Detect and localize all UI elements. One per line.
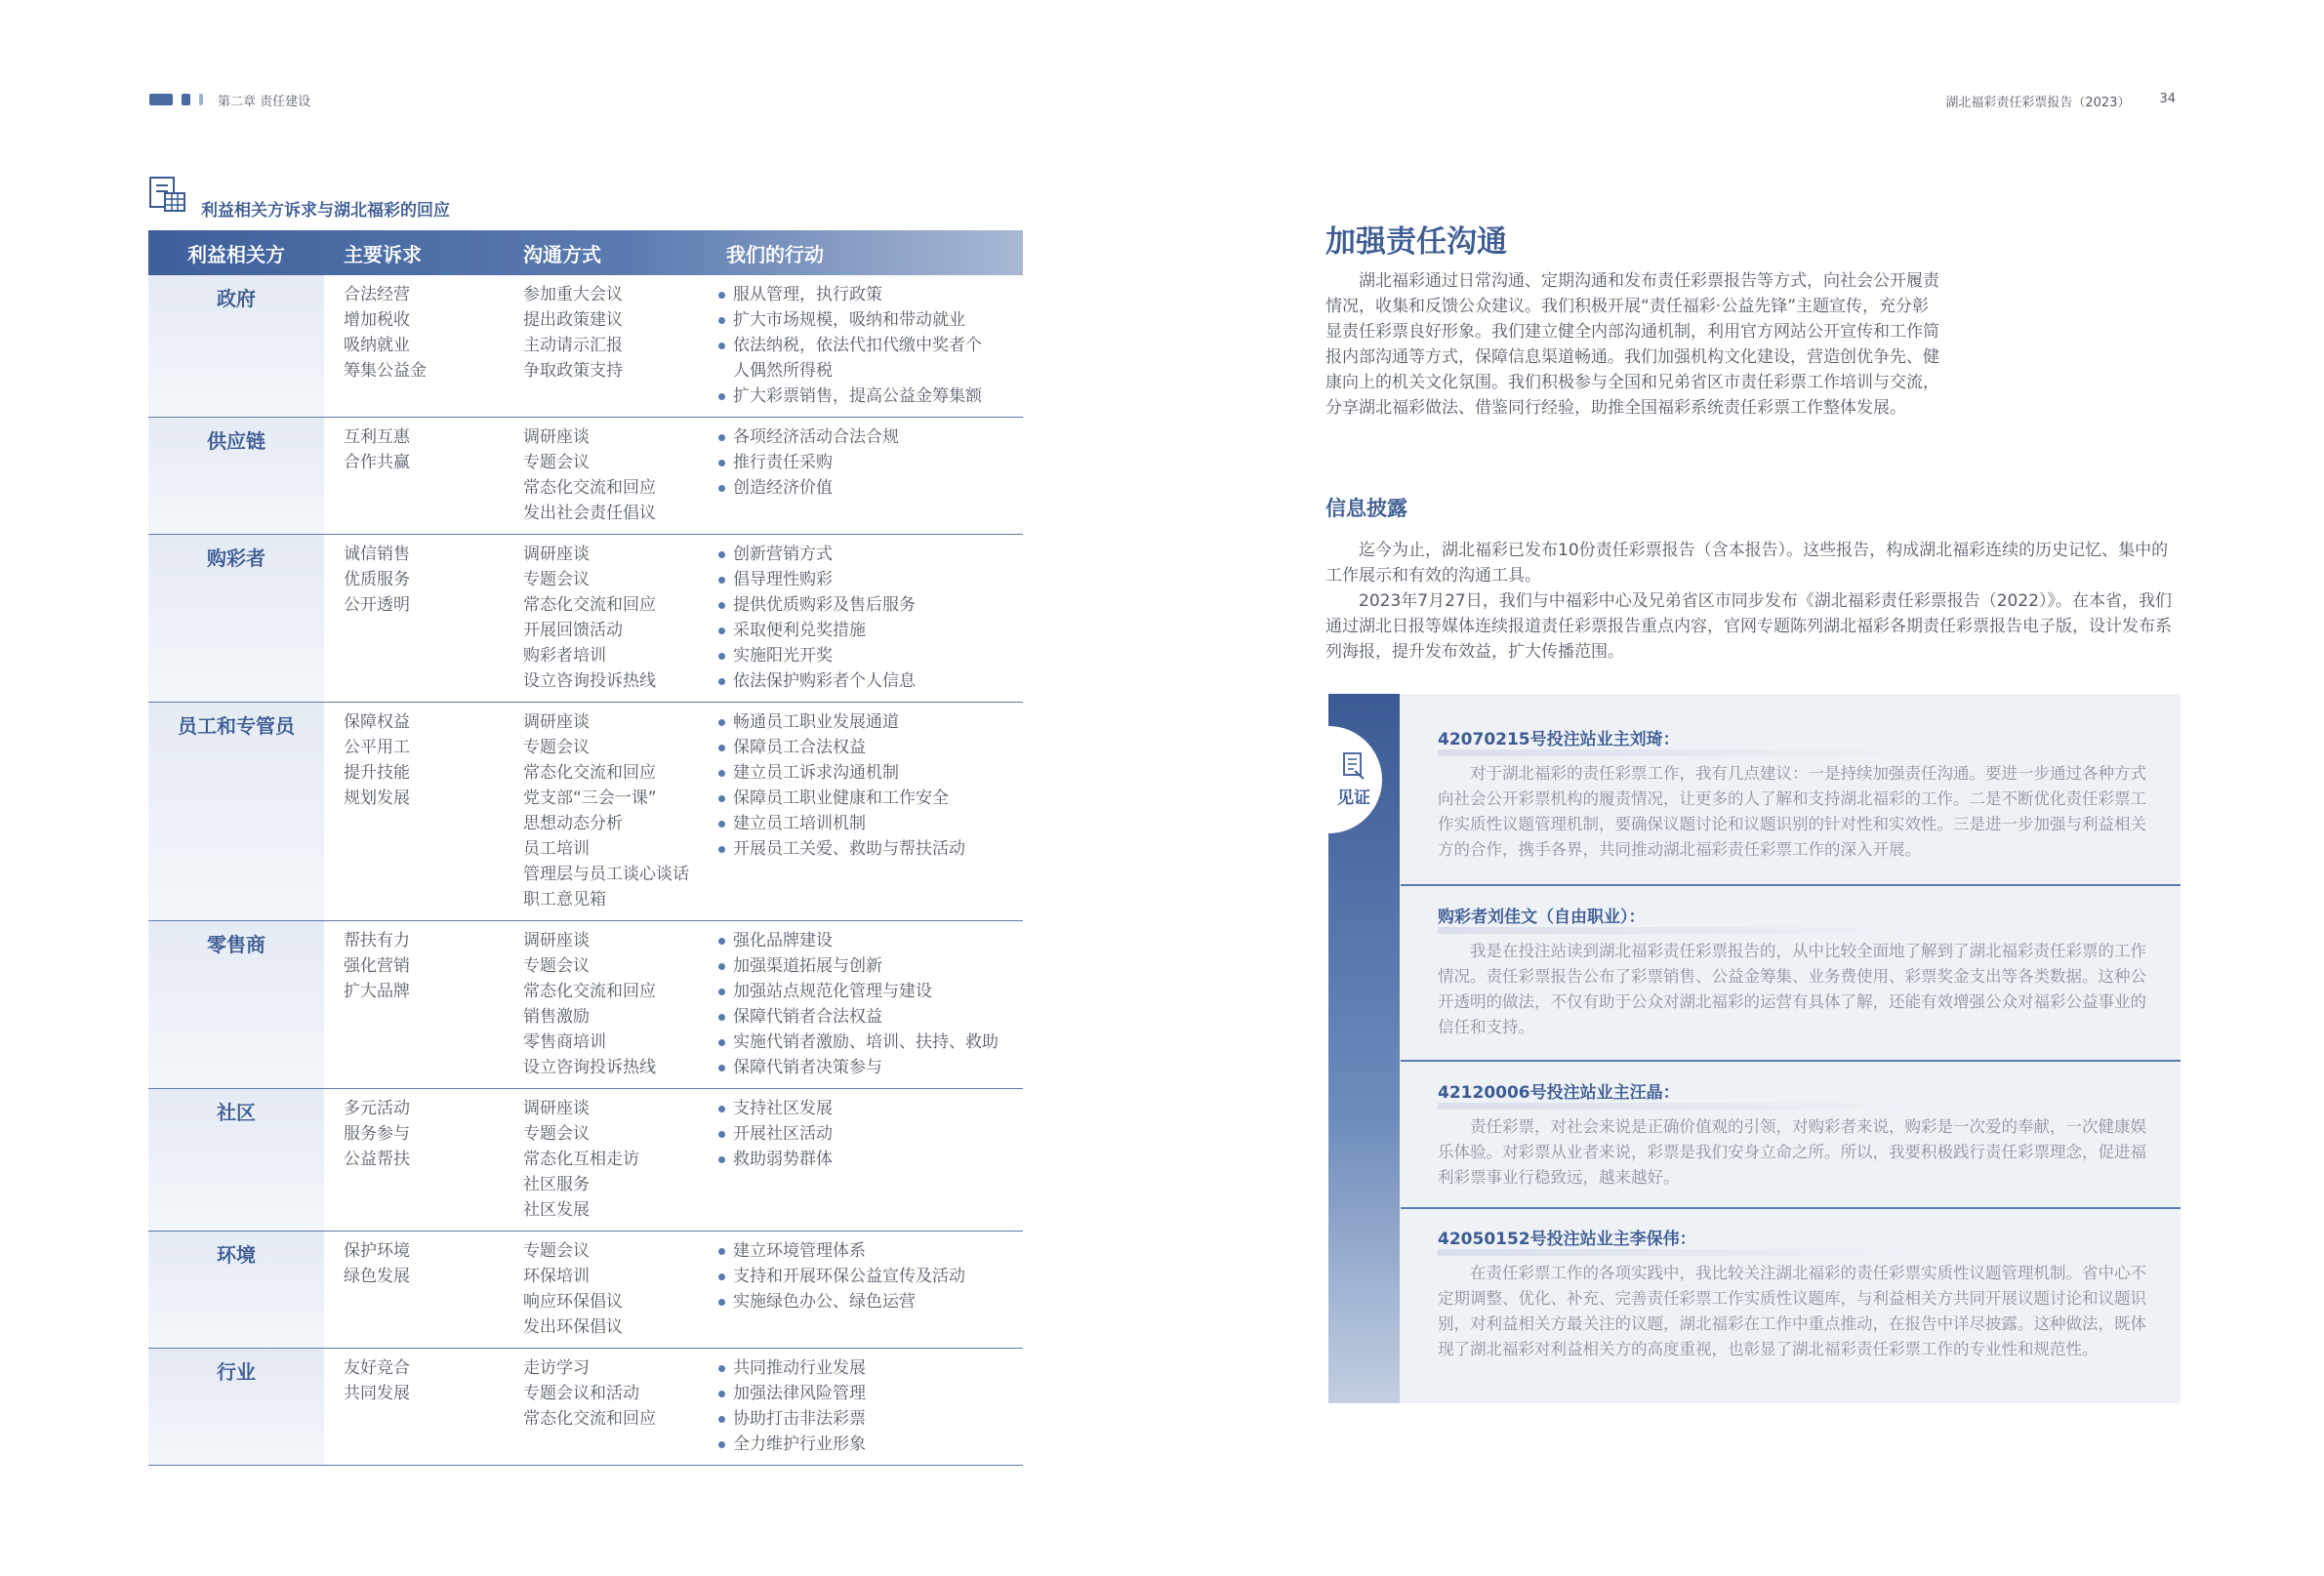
table-row	[148, 418, 1023, 535]
channel-item: 常态化交流和回应	[523, 478, 656, 498]
action-item: 保障代销者决策参与	[716, 1055, 1023, 1080]
stakeholder-cell: 社区	[148, 1089, 324, 1231]
chapter-bar-icon	[182, 94, 190, 105]
channel-item: 社区服务	[523, 1175, 590, 1194]
channel-item: 调研座谈	[523, 931, 590, 950]
column-header: 沟通方式	[523, 242, 601, 266]
action-item: 创新营销方式	[716, 542, 1023, 567]
column-header: 主要诉求	[344, 242, 422, 266]
channel-item: 常态化交流和回应	[523, 982, 656, 1001]
action-item: 加强法律风险管理	[716, 1381, 1023, 1406]
page-number: 34	[2159, 92, 2176, 106]
action-item: 依法纳税，依法代扣代缴中奖者个	[716, 333, 1023, 358]
channel-item: 管理层与员工谈心谈话	[523, 865, 689, 884]
action-item: 实施绿色办公、绿色运营	[716, 1289, 1023, 1314]
channels-cell	[504, 703, 705, 920]
channel-item: 主动请示汇报	[523, 336, 623, 355]
action-item: 实施阳光开奖	[716, 643, 1023, 668]
channels-cell	[504, 535, 705, 702]
channel-item: 常态化交流和回应	[523, 1409, 656, 1429]
channel-item: 零售商培训	[523, 1032, 606, 1052]
demand-item: 优质服务	[344, 570, 410, 589]
demands-cell	[324, 1089, 504, 1231]
channel-item: 开展回馈活动	[523, 621, 623, 640]
channel-item: 走访学习	[523, 1358, 590, 1378]
stakeholder-cell: 政府	[148, 275, 324, 417]
action-item: 协助打击非法彩票	[716, 1406, 1023, 1432]
demands-cell	[324, 921, 504, 1088]
channel-item: 专题会议	[523, 570, 590, 589]
actions-cell	[705, 921, 1023, 1088]
channel-item: 调研座谈	[523, 427, 590, 447]
actions-cell	[705, 703, 1023, 920]
disclosure-paragraph: 迄今为止，湖北福彩已发布10份责任彩票报告（含本报告）。这些报告，构成湖北福彩连续的历史记忆、集中的工作展示和有效的沟通工具。	[1325, 541, 2169, 586]
actions-cell	[705, 1089, 1023, 1231]
demands-cell	[324, 703, 504, 920]
actions-cell	[705, 275, 1023, 417]
testimony-entry	[1401, 903, 2181, 1040]
chapter-title: 第二章 责任建设	[218, 94, 311, 109]
table-title: 利益相关方诉求与湖北福彩的回应	[201, 201, 450, 221]
demand-item: 提升技能	[344, 763, 410, 783]
action-item: 支持社区发展	[716, 1096, 1023, 1121]
actions-cell	[705, 1349, 1023, 1465]
stakeholder-cell: 行业	[148, 1349, 324, 1465]
demands-cell	[324, 535, 504, 702]
stakeholder-table	[148, 230, 1023, 1466]
action-item: 保障员工职业健康和工作安全	[716, 786, 1023, 811]
stakeholder-cell: 环境	[148, 1232, 324, 1348]
testimony-text: 在责任彩票工作的各项实践中，我比较关注湖北福彩的责任彩票实质性议题管理机制。省中心不定期调整、优化、补充、完善责任彩票工作实质性议题库，与利益相关方共同开展议题讨论和议题识别，对利益相关方最关注的议题，湖北福彩在工作中重点推动，在报告中详尽披露。这种做法，既体现了湖北福彩对利益相关方的高度重视，也彰显了湖北福彩责任彩票工作的专业性和规范性。	[1438, 1264, 2146, 1358]
running-header	[1945, 92, 2176, 110]
demand-item: 诚信销售	[344, 545, 410, 564]
table-body	[148, 275, 1023, 1466]
channel-item: 设立咨询投诉热线	[523, 1058, 656, 1077]
channel-item: 争取政策支持	[523, 361, 623, 381]
channel-item: 常态化交流和回应	[523, 595, 656, 615]
demand-item: 规划发展	[344, 788, 410, 808]
demand-item: 公平用工	[344, 738, 410, 757]
action-item: 畅通员工职业发展通道	[716, 709, 1023, 735]
testimony-author: 42120006号投注站业主汪晶：	[1438, 1078, 1680, 1103]
disclosure-text	[1325, 538, 2184, 665]
channel-item: 环保培训	[523, 1267, 590, 1286]
channel-item: 调研座谈	[523, 712, 590, 732]
channel-item: 思想动态分析	[523, 814, 623, 833]
channels-cell	[504, 1089, 705, 1231]
stakeholder-cell: 零售商	[148, 921, 324, 1088]
channel-item: 调研座谈	[523, 545, 590, 564]
chapter-bar-icon	[149, 94, 173, 105]
action-item: 服从管理，执行政策	[716, 282, 1023, 307]
actions-cell	[705, 535, 1023, 702]
column-header: 利益相关方	[187, 242, 285, 266]
chapter-marker	[149, 90, 310, 109]
demand-item: 帮扶有力	[344, 931, 410, 950]
action-item: 实施代销者激励、培训、扶持、救助	[716, 1030, 1023, 1055]
subsection-title: 信息披露	[1325, 497, 1407, 520]
demands-cell	[324, 1232, 504, 1348]
demand-item: 公益帮扶	[344, 1150, 410, 1169]
disclosure-paragraph: 2023年7月27日，我们与中福彩中心及兄弟省区市同步发布《湖北福彩责任彩票报告（2022）》。在本省，我们通过湖北日报等媒体连续报道责任彩票报告重点内容，官网专题陈列湖北福彩各期责任彩票报告电子版，设计发布系列海报，提升发布效益，扩大传播范围。	[1325, 591, 2172, 662]
channel-item: 专题会议	[523, 1241, 590, 1261]
action-item: 加强渠道拓展与创新	[716, 953, 1023, 979]
channel-item: 专题会议	[523, 738, 590, 757]
demand-item: 保障权益	[344, 712, 410, 732]
demand-item: 增加税收	[344, 310, 410, 330]
actions-cell	[705, 1232, 1023, 1348]
action-item: 强化品牌建设	[716, 928, 1023, 953]
demand-item: 友好竞合	[344, 1358, 410, 1378]
action-item: 支持和开展环保公益宣传及活动	[716, 1264, 1023, 1289]
channel-item: 员工培训	[523, 839, 590, 859]
channel-item: 参加重大会议	[523, 285, 623, 304]
action-item: 开展员工关爱、救助与帮扶活动	[716, 836, 1023, 862]
table-row	[148, 275, 1023, 418]
demand-item: 筹集公益金	[344, 361, 427, 381]
action-item: 建立员工培训机制	[716, 811, 1023, 836]
stakeholder-cell: 购彩者	[148, 535, 324, 702]
action-item: 保障员工合法权益	[716, 735, 1023, 760]
demand-item: 服务参与	[344, 1124, 410, 1144]
testimony-author: 42050152号投注站业主李保伟：	[1438, 1225, 1696, 1249]
action-item: 建立环境管理体系	[716, 1238, 1023, 1264]
action-item: 开展社区活动	[716, 1121, 1023, 1147]
document-icon	[1341, 751, 1366, 781]
channel-item: 专题会议	[523, 1124, 590, 1144]
demands-cell	[324, 418, 504, 534]
demand-item: 保护环境	[344, 1241, 410, 1261]
demand-item: 合作共赢	[344, 453, 410, 472]
channels-cell	[504, 1232, 705, 1348]
testimony-entry	[1401, 1225, 2181, 1362]
action-item: 各项经济活动合法合规	[716, 424, 1023, 450]
testimony-entry	[1401, 1078, 2181, 1191]
table-row	[148, 1349, 1023, 1466]
table-row	[148, 921, 1023, 1089]
demand-item: 绿色发展	[344, 1267, 410, 1286]
intro-paragraph: 湖北福彩通过日常沟通、定期沟通和发布责任彩票报告等方式，向社会公开履责情况，收集和反馈公众建议。我们积极开展“责任福彩·公益先锋”主题宣传，充分彰显责任彩票良好形象。我们建立健全内部沟通机制，利用官方网站公开宣传和工作简报内部沟通等方式，保障信息渠道畅通。我们加强机构文化建设，营造创优争先、健康向上的机关文化氛围。我们积极参与全国和兄弟省区市责任彩票工作培训与交流，分享湖北福彩做法、借鉴同行经验，助推全国福彩系统责任彩票工作整体发展。	[1325, 271, 1939, 418]
action-item: 加强站点规范化管理与建设	[716, 979, 1023, 1004]
testimony-author: 购彩者刘佳文（自由职业）：	[1438, 903, 1646, 927]
demand-item: 共同发展	[344, 1384, 410, 1403]
channels-cell	[504, 921, 705, 1088]
channel-item: 专题会议和活动	[523, 1384, 639, 1403]
channel-item: 发出环保倡议	[523, 1317, 623, 1337]
column-header: 我们的行动	[726, 242, 824, 266]
channel-item: 专题会议	[523, 956, 590, 976]
action-item: 建立员工诉求沟通机制	[716, 760, 1023, 786]
channel-item: 购彩者培训	[523, 646, 606, 666]
channel-item: 响应环保倡议	[523, 1292, 623, 1312]
channel-item: 设立咨询投诉热线	[523, 671, 656, 691]
demand-item: 扩大品牌	[344, 982, 410, 1001]
action-item: 救助弱势群体	[716, 1147, 1023, 1172]
testimony-text: 我是在投注站读到湖北福彩责任彩票报告的，从中比较全面地了解到了湖北福彩责任彩票的工作情况。责任彩票报告公布了彩票销售、公益金筹集、业务费使用、彩票奖金支出等各类数据。这种公开透明的做法，不仅有助于公众对湖北福彩的运营有具体了解，还能有效增强公众对福彩公益事业的信任和支持。	[1438, 942, 2146, 1036]
action-item: 采取便利兑奖措施	[716, 618, 1023, 643]
action-item: 人偶然所得税	[733, 361, 833, 381]
stakeholder-cell: 供应链	[148, 418, 324, 534]
testimony-entry	[1401, 725, 2181, 863]
channel-item: 职工意见箱	[523, 890, 606, 909]
testimony-tag: 见证	[1337, 788, 1370, 808]
testimony-divider	[1401, 1207, 2181, 1209]
chapter-bar-icon	[199, 94, 203, 105]
demand-item: 公开透明	[344, 595, 410, 615]
action-item: 推行责任采购	[716, 450, 1023, 475]
action-item: 共同推动行业发展	[716, 1355, 1023, 1381]
table-header	[148, 230, 1023, 275]
table-row	[148, 703, 1023, 921]
section-title: 加强责任沟通	[1325, 224, 1507, 260]
channel-item: 调研座谈	[523, 1099, 590, 1118]
demand-item: 强化营销	[344, 956, 410, 976]
table-row	[148, 535, 1023, 703]
channels-cell	[504, 275, 705, 417]
action-item: 提供优质购彩及售后服务	[716, 592, 1023, 618]
report-title: 湖北福彩责任彩票报告（2023）	[1945, 96, 2131, 110]
testimony-text: 责任彩票，对社会来说是正确价值观的引领，对购彩者来说，购彩是一次爱的奉献，一次健康娱乐体验。对彩票从业者来说，彩票是我们安身立命之所。所以，我要积极践行责任彩票理念，促进福利彩票事业行稳致远，越来越好。	[1438, 1117, 2146, 1187]
actions-cell	[705, 418, 1023, 534]
testimony-divider	[1401, 884, 2181, 886]
testimony-text: 对于湖北福彩的责任彩票工作，我有几点建议：一是持续加强责任沟通。要进一步通过各种方式向社会公开彩票机构的履责情况，让更多的人了解和支持湖北福彩的工作。二是不断优化责任彩票工作实质性议题管理机制，要确保议题讨论和议题识别的针对性和实效性。三是进一步加强与利益相关方的合作，携手各界，共同推动湖北福彩责任彩票工作的深入开展。	[1438, 764, 2146, 859]
channel-item: 销售激励	[523, 1007, 590, 1027]
channel-item: 提出政策建议	[523, 310, 623, 330]
table-row	[148, 1089, 1023, 1232]
channel-item: 发出社会责任倡议	[523, 504, 656, 523]
channels-cell	[504, 418, 705, 534]
demand-item: 互利互惠	[344, 427, 410, 447]
channels-cell	[504, 1349, 705, 1465]
action-item: 依法保护购彩者个人信息	[716, 668, 1023, 694]
stakeholder-cell: 员工和专管员	[148, 703, 324, 920]
table-icon	[147, 174, 188, 215]
action-item: 创造经济价值	[716, 475, 1023, 501]
testimony-author: 42070215号投注站业主刘琦：	[1438, 725, 1680, 749]
demands-cell	[324, 1349, 504, 1465]
demand-item: 多元活动	[344, 1099, 410, 1118]
action-item: 全力维护行业形象	[716, 1432, 1023, 1457]
demands-cell	[324, 275, 504, 417]
demand-item: 吸纳就业	[344, 336, 410, 355]
testimony-divider	[1401, 1060, 2181, 1062]
channel-item: 党支部“三会一课”	[523, 788, 657, 808]
action-item: 扩大彩票销售，提高公益金筹集额	[716, 384, 1023, 409]
demand-item: 合法经营	[344, 285, 410, 304]
action-item: 保障代销者合法权益	[716, 1004, 1023, 1030]
action-item: 扩大市场规模，吸纳和带动就业	[716, 307, 1023, 333]
channel-item: 社区发展	[523, 1200, 590, 1220]
channel-item: 常态化互相走访	[523, 1150, 639, 1169]
channel-item: 专题会议	[523, 453, 590, 472]
action-item: 倡导理性购彩	[716, 567, 1023, 592]
table-row	[148, 1232, 1023, 1349]
channel-item: 常态化交流和回应	[523, 763, 656, 783]
